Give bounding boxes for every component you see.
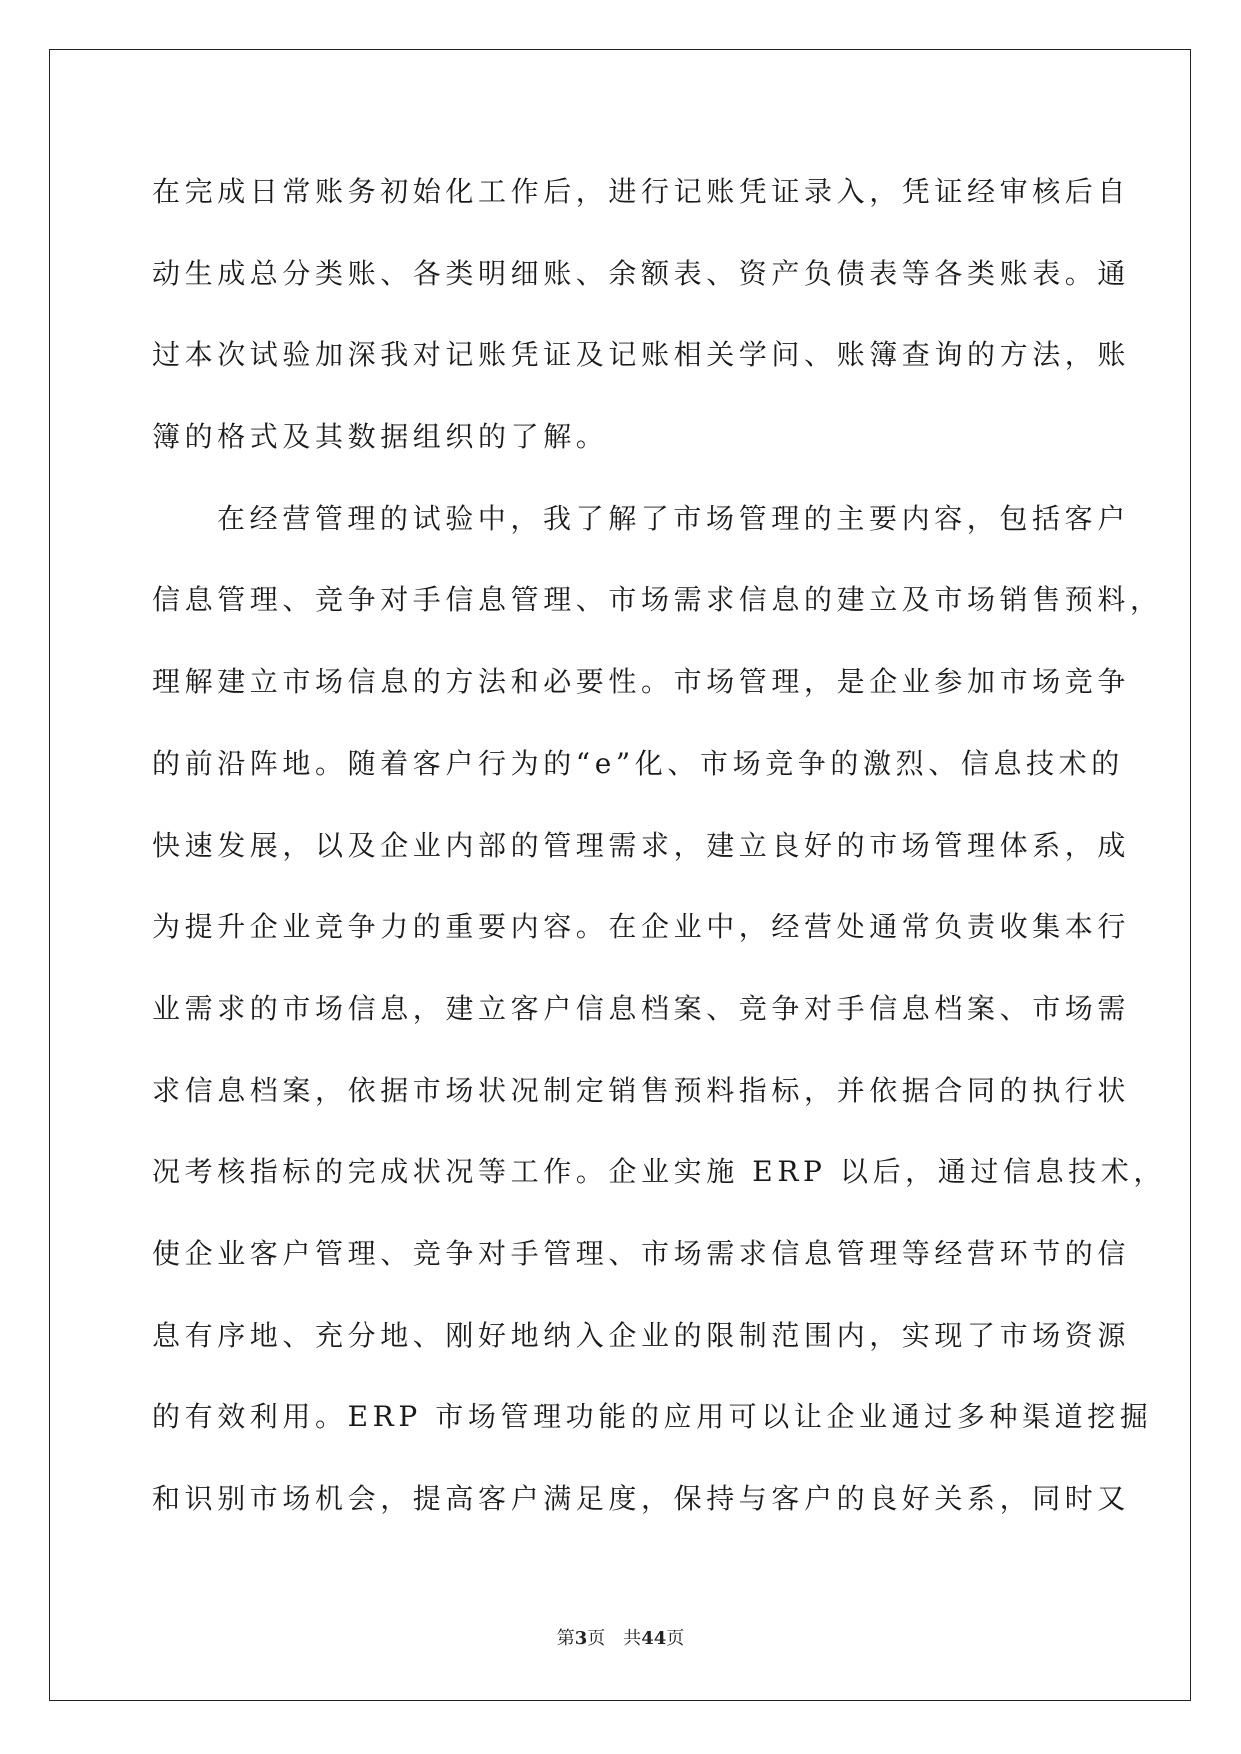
text-line: 簿的格式及其数据组织的了解。 [152, 420, 609, 454]
text-line: 使企业客户管理、竞争对手管理、市场需求信息管理等经营环节的信 [152, 1236, 1131, 1270]
text-line: 在经营管理的试验中，我了解了市场管理的主要内容，包括客户 [217, 501, 1130, 535]
text-line: 在完成日常账务初始化工作后，进行记账凭证录入，凭证经审核后自 [152, 175, 1131, 208]
text-line: 为提升企业竞争力的重要内容。在企业中，经营处通常负责收集本行 [152, 910, 1131, 944]
footer-total-prefix: 共 [623, 1628, 642, 1649]
text-line: 动生成总分类账、各类明细账、余额表、资产负债表等各类账表。通 [152, 256, 1131, 290]
text-line: 信息管理、竞争对手信息管理、市场需求信息的建立及市场销售预料， [152, 583, 1163, 617]
footer-total-suffix: 页 [666, 1628, 685, 1649]
current-page-number: 3 [574, 1628, 588, 1649]
text-line: 过本次试验加深我对记账凭证及记账相关学问、账簿查询的方法，账 [152, 338, 1131, 372]
text-line: 的前沿阵地。随着客户行为的“e”化、市场竞争的激烈、信息技术的 [152, 746, 1124, 780]
text-line: 息有序地、充分地、刚好地纳入企业的限制范围内，实现了市场资源 [152, 1318, 1131, 1352]
total-page-count: 44 [641, 1628, 667, 1649]
text-line: 求信息档案，依据市场状况制定销售预料指标，并依据合同的执行状 [152, 1073, 1131, 1107]
document-body [152, 151, 1166, 1540]
text-line: 的有效利用。ERP 市场管理功能的应用可以让企业通过多种渠道挖掘 [152, 1400, 1153, 1434]
footer-page-suffix: 页 [587, 1628, 606, 1649]
footer-prefix: 第 [556, 1628, 575, 1649]
page-footer [0, 1624, 1241, 1650]
text-line: 理解建立市场信息的方法和必要性。市场管理，是企业参加市场竞争 [152, 665, 1131, 699]
text-line: 况考核指标的完成状况等工作。企业实施 ERP 以后，通过信息技术， [152, 1155, 1166, 1189]
text-line: 快速发展，以及企业内部的管理需求，建立良好的市场管理体系，成 [152, 828, 1131, 862]
text-line: 业需求的市场信息，建立客户信息档案、竞争对手信息档案、市场需 [152, 991, 1131, 1025]
text-line: 和识别市场机会，提高客户满足度，保持与客户的良好关系，同时又 [152, 1482, 1131, 1515]
